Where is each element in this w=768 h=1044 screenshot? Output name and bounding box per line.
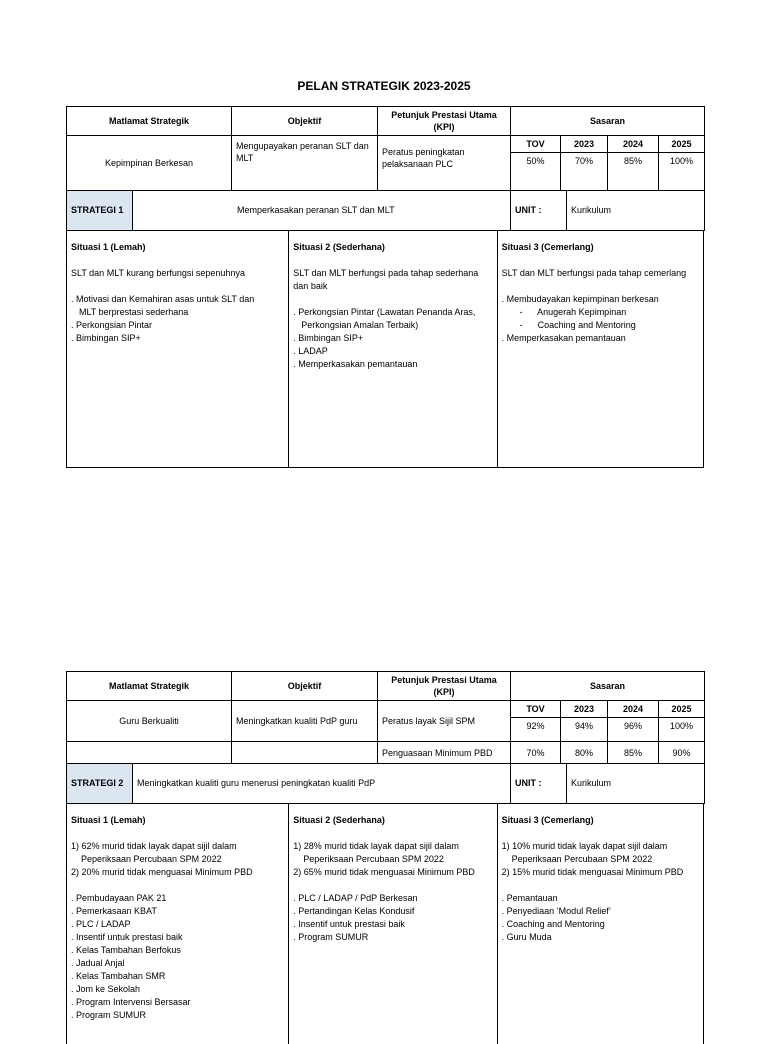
objektif-value: Mengupayakan peranan SLT dan MLT — [232, 136, 378, 191]
list-item: - Anugerah Kepimpinan — [519, 306, 627, 317]
situation-desc: SLT dan MLT kurang berfungsi sepenuhnya — [71, 267, 245, 278]
list-item: . Insentif untuk prestasi baik — [71, 931, 183, 942]
list-item: . Bimbingan SIP+ — [71, 332, 141, 343]
situation-title: Situasi 3 (Cemerlang) — [501, 241, 594, 252]
situations-2 — [66, 804, 704, 1044]
list-item: . Program SUMUR — [71, 1009, 147, 1020]
situation-cemerlang — [498, 231, 703, 467]
situation-lemah — [67, 231, 289, 467]
situation-desc: SLT dan MLT berfungsi pada tahap cemerlang — [501, 267, 687, 278]
list-item: MLT berprestasi sederhana — [79, 306, 189, 317]
situation-desc: Peperiksaan Percubaan SPM 2022 — [81, 853, 222, 864]
unit-value: Kurikulum — [567, 191, 705, 230]
list-item: . Motivasi dan Kemahiran asas untuk SLT dan — [71, 293, 255, 304]
target-2025-2: 90% — [659, 742, 705, 764]
situation-desc: 1) 10% murid tidak layak dapat sijil dalam — [501, 840, 668, 851]
objektif-empty — [232, 742, 378, 764]
situation-title: Situasi 2 (Sederhana) — [293, 241, 385, 252]
list-item: . Guru Muda — [501, 931, 552, 942]
situation-desc: 1) 62% murid tidak layak dapat sijil dalam — [71, 840, 237, 851]
list-item: . Pertandingan Kelas Kondusif — [293, 905, 415, 916]
list-item: . Kelas Tambahan SMR — [71, 970, 166, 981]
strategy-label: STRATEGI 1 — [67, 191, 133, 230]
situation-desc: 2) 15% murid tidak menguasai Minimum PBD — [501, 866, 684, 877]
target-2023: 70% — [561, 153, 608, 191]
unit-label: UNIT : — [511, 191, 567, 230]
list-item: . Pemantauan — [501, 892, 558, 903]
strategy-block-1 — [66, 106, 704, 468]
situation-desc: Peperiksaan Percubaan SPM 2022 — [303, 853, 444, 864]
page-title: PELAN STRATEGIK 2023-2025 — [297, 79, 471, 93]
year-2024: 2024 — [608, 701, 659, 718]
list-item: . LADAP — [293, 345, 328, 356]
list-item: . Perkongsian Pintar (Lawatan Penanda Aras, — [293, 306, 476, 317]
target-2023-2: 80% — [561, 742, 608, 764]
header-sasaran: Sasaran — [511, 672, 705, 701]
header-matlamat: Matlamat Strategik — [67, 107, 232, 136]
header-sasaran: Sasaran — [511, 107, 705, 136]
strategy-label: STRATEGI 2 — [67, 764, 133, 803]
situation-title: Situasi 1 (Lemah) — [71, 814, 146, 825]
target-2023: 94% — [561, 718, 608, 742]
situation-title: Situasi 1 (Lemah) — [71, 241, 146, 252]
kpi-value: Peratus layak Sijil SPM — [378, 701, 511, 742]
list-item: . Coaching and Mentoring — [501, 918, 605, 929]
header-objektif: Objektif — [232, 672, 378, 701]
list-item: . Bimbingan SIP+ — [293, 332, 364, 343]
list-item: . Penyediaan ‘Modul Relief’ — [501, 905, 611, 916]
header-kpi: Petunjuk Prestasi Utama (KPI) — [378, 672, 511, 701]
target-tov-2: 70% — [511, 742, 561, 764]
situation-desc: SLT dan MLT berfungsi pada tahap sederhana dan baik — [293, 267, 479, 291]
target-tov: 92% — [511, 718, 561, 742]
list-item: . PLC / LADAP / PdP Berkesan — [293, 892, 418, 903]
situation-sederhana — [289, 804, 497, 1044]
list-item: . Jom ke Sekolah — [71, 983, 141, 994]
kpi-value-2: Penguasaan Minimum PBD — [378, 742, 511, 764]
objektif-value: Meningkatkan kualiti PdP guru — [232, 701, 378, 742]
strategy-table-1 — [66, 106, 705, 191]
strategy-text: Meningkatkan kualiti guru menerusi peningkatan kualiti PdP — [133, 764, 511, 803]
strategy-text: Memperkasakan peranan SLT dan MLT — [133, 191, 511, 230]
year-2023: 2023 — [561, 701, 608, 718]
strategy-row-1 — [66, 191, 705, 231]
target-tov: 50% — [511, 153, 561, 191]
situation-sederhana — [289, 231, 497, 467]
year-tov: TOV — [511, 701, 561, 718]
list-item: . Perkongsian Pintar — [71, 319, 153, 330]
target-2024: 85% — [608, 153, 659, 191]
year-2025: 2025 — [659, 701, 705, 718]
list-item: . Memperkasakan pemantauan — [501, 332, 626, 343]
situation-desc: 2) 65% murid tidak menguasai Minimum PBD — [293, 866, 475, 877]
list-item: . Kelas Tambahan Berfokus — [71, 944, 181, 955]
unit-label: UNIT : — [511, 764, 567, 803]
kpi-value: Peratus peningkatan pelaksanaan PLC — [378, 136, 511, 191]
year-tov: TOV — [511, 136, 561, 153]
year-2025: 2025 — [659, 136, 705, 153]
target-2025: 100% — [659, 718, 705, 742]
matlamat-empty — [67, 742, 232, 764]
list-item: . Membudayakan kepimpinan berkesan — [501, 293, 659, 304]
target-2024: 96% — [608, 718, 659, 742]
list-item: . Memperkasakan pemantauan — [293, 358, 418, 369]
target-2025: 100% — [659, 153, 705, 191]
list-item: . Jadual Anjal — [71, 957, 125, 968]
list-item: - Coaching and Mentoring — [519, 319, 636, 330]
header-kpi: Petunjuk Prestasi Utama (KPI) — [378, 107, 511, 136]
matlamat-value: Guru Berkualiti — [67, 701, 232, 742]
unit-value: Kurikulum — [567, 764, 705, 803]
list-item: . PLC / LADAP — [71, 918, 131, 929]
list-item: . Insentif untuk prestasi baik — [293, 918, 405, 929]
strategy-block-2 — [66, 671, 704, 1044]
situation-desc: 2) 20% murid tidak menguasai Minimum PBD — [71, 866, 253, 877]
strategy-table-2 — [66, 671, 705, 764]
situation-desc: Peperiksaan Percubaan SPM 2022 — [511, 853, 653, 864]
year-2024: 2024 — [608, 136, 659, 153]
list-item: . Program SUMUR — [293, 931, 369, 942]
list-item: . Program Intervensi Bersasar — [71, 996, 191, 1007]
list-item: . Pembudayaan PAK 21 — [71, 892, 167, 903]
situation-lemah — [67, 804, 289, 1044]
list-item: . Pemerkasaan KBAT — [71, 905, 157, 916]
strategy-row-2 — [66, 764, 705, 804]
situation-title: Situasi 3 (Cemerlang) — [501, 814, 594, 825]
year-2023: 2023 — [561, 136, 608, 153]
list-item: Perkongsian Amalan Terbaik) — [301, 319, 419, 330]
situation-cemerlang — [498, 804, 703, 1044]
target-2024-2: 85% — [608, 742, 659, 764]
situation-title: Situasi 2 (Sederhana) — [293, 814, 385, 825]
situation-desc: 1) 28% murid tidak layak dapat sijil dalam — [293, 840, 459, 851]
header-matlamat: Matlamat Strategik — [67, 672, 232, 701]
header-objektif: Objektif — [232, 107, 378, 136]
matlamat-value: Kepimpinan Berkesan — [67, 136, 232, 191]
situations-1 — [66, 231, 704, 468]
